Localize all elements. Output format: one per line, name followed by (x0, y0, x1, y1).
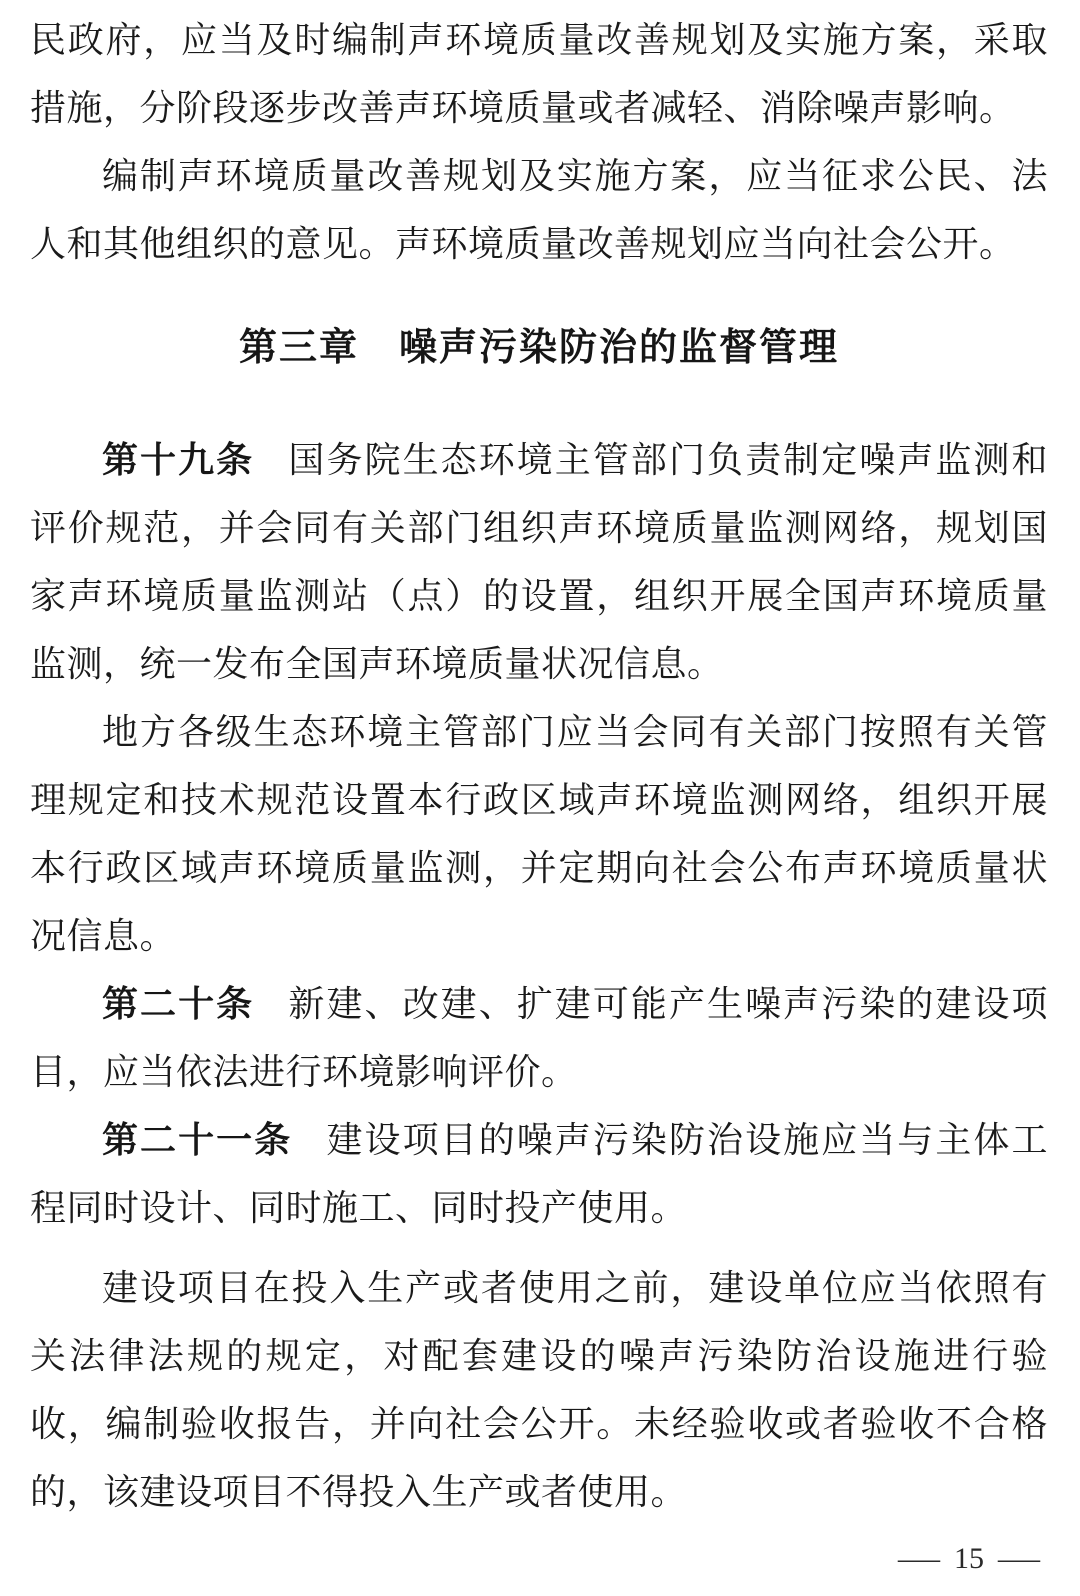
paragraph (30, 1254, 1048, 1526)
article-text: 建设项目的噪声污染防治设施应当与主体工程同时设计、同时施工、同时投产使用。 (30, 1120, 1048, 1228)
paragraph-text: 建设项目在投入生产或者使用之前，建设单位应当依照有关法律法规的规定，对配套建设的噪声污染防治设施进行验收，编制验收报告，并向社会公开。未经验收或者验收不合格的，该建设项目不得投入生产或者使用。 (30, 1268, 1048, 1512)
paragraph-text: 编制声环境质量改善规划及实施方案，应当征求公民、法人和其他组织的意见。声环境质量改善规划应当向社会公开。 (30, 156, 1048, 264)
article-number: 第十九条 (102, 439, 255, 480)
article-paragraph-21 (30, 1106, 1048, 1242)
article-text: 国务院生态环境主管部门负责制定噪声监测和评价规范，并会同有关部门组织声环境质量监测网络，规划国家声环境质量监测站（点）的设置，组织开展全国声环境质量监测，统一发布全国声环境质量状况信息。 (30, 440, 1048, 684)
paragraph-text: 地方各级生态环境主管部门应当会同有关部门按照有关管理规定和技术规范设置本行政区域声环境监测网络，组织开展本行政区域声环境质量监测，并定期向社会公布声环境质量状况信息。 (30, 712, 1048, 956)
paragraph (30, 698, 1048, 970)
page-number-value: 15 (954, 1542, 984, 1575)
article-text: 新建、改建、扩建可能产生噪声污染的建设项目，应当依法进行环境影响评价。 (30, 984, 1048, 1092)
article-paragraph-20 (30, 970, 1048, 1106)
page-number-dash-right: — (998, 1542, 1040, 1575)
page-number (898, 1542, 1040, 1576)
paragraph (30, 142, 1048, 278)
page-number-dash-left: — (898, 1542, 940, 1575)
paragraph-continuation (30, 6, 1048, 142)
article-number: 第二十条 (102, 983, 255, 1024)
chapter-heading: 第三章 噪声污染防治的监督管理 (238, 327, 839, 369)
article-number: 第二十一条 (102, 1119, 293, 1160)
article-paragraph-19 (30, 426, 1048, 698)
paragraph-text: 民政府，应当及时编制声环境质量改善规划及实施方案，采取措施，分阶段逐步改善声环境质量或者减轻、消除噪声影响。 (30, 20, 1048, 128)
